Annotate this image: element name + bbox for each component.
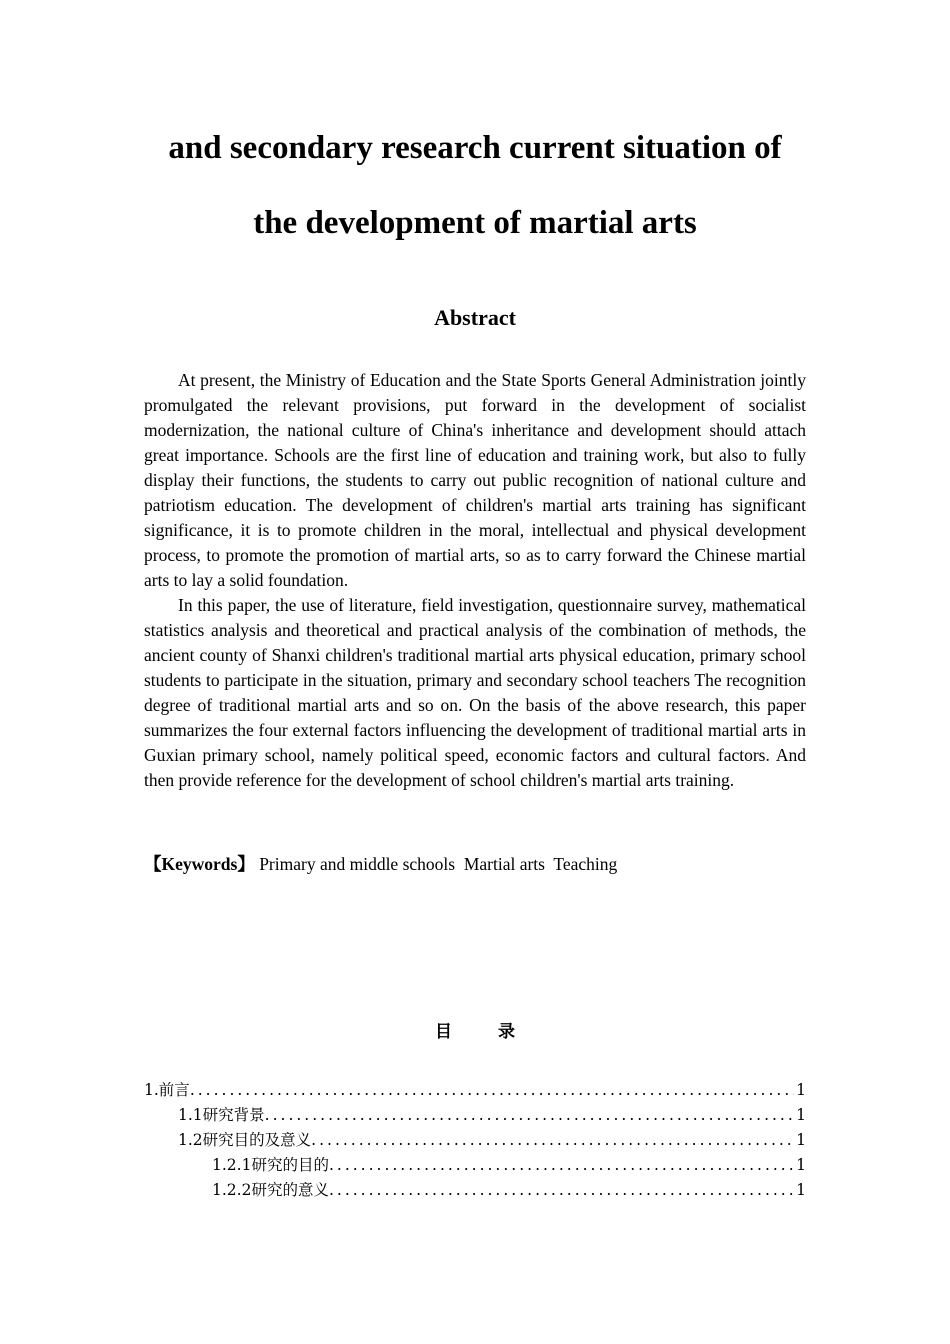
title-line-1: and secondary research current situation of xyxy=(168,130,782,166)
toc-entry-page: 1 xyxy=(796,1156,806,1174)
toc-entry[interactable] xyxy=(144,1103,806,1128)
toc-entry[interactable] xyxy=(144,1128,806,1153)
toc-entry-label: 研究背景 xyxy=(202,1106,265,1124)
keywords-line xyxy=(144,852,806,877)
toc-entry-number: 1.2 xyxy=(178,1131,203,1149)
toc-dot-leader xyxy=(190,1078,794,1103)
abstract-paragraph-2: In this paper, the use of literature, field investigation, questionnaire survey, mathematical statistics analysis and theoretical and practical analysis of the combination of methods, the ancient county of Shanxi children's traditional martial arts physical education, primary school students to participate in the situation, primary and secondary school teachers The recognition degree of traditional martial arts and so on. On the basis of the above research, this paper summarizes the four external factors influencing the development of traditional martial arts in Guxian primary school, namely political speed, economic factors and cultural factors. And then provide reference for the development of school children's martial arts training. xyxy=(144,595,806,790)
toc-dot-leader xyxy=(265,1103,794,1128)
toc-entry[interactable] xyxy=(144,1153,806,1178)
toc-entry-number: 1.1 xyxy=(178,1106,203,1124)
toc-entry-label: 前言 xyxy=(158,1081,190,1099)
toc-entry-page: 1 xyxy=(796,1081,806,1099)
toc-entry-label: 研究的目的 xyxy=(251,1156,329,1174)
abstract-heading: Abstract xyxy=(434,305,516,330)
toc-entry[interactable] xyxy=(144,1178,806,1203)
toc-dot-leader xyxy=(311,1128,794,1153)
toc-heading: 目 录 xyxy=(435,1022,535,1042)
abstract-body xyxy=(144,368,806,793)
toc-entry-label: 研究的意义 xyxy=(251,1181,329,1199)
toc-entry-page: 1 xyxy=(796,1181,806,1199)
abstract-paragraph-1: At present, the Ministry of Education and the State Sports General Administration jointly promulgated the relevant provisions, put forward in the development of socialist modernization, the national culture of China's inheritance and development should attach great importance. Schools are the first line of education and training work, but also to fully display their functions, the students to carry out public recognition of national culture and patriotism education. The development of children's martial arts training has significant significance, it is to promote children in the moral, intellectual and physical development process, to promote the promotion of martial arts, so as to carry forward the Chinese martial arts to lay a solid foundation. xyxy=(144,370,806,590)
toc-entry-page: 1 xyxy=(796,1106,806,1124)
title-line-2: the development of martial arts xyxy=(253,205,697,241)
toc-entry-number: 1.2.2 xyxy=(212,1181,252,1199)
keywords-label: 【Keywords】 xyxy=(144,854,255,874)
table-of-contents xyxy=(144,1078,806,1203)
toc-dot-leader xyxy=(329,1153,794,1178)
keywords-text: Primary and middle schools Martial arts Teaching xyxy=(254,854,618,874)
toc-entry[interactable] xyxy=(144,1078,806,1103)
toc-entry-number: 1. xyxy=(144,1081,159,1099)
toc-entry-page: 1 xyxy=(796,1131,806,1149)
toc-entry-number: 1.2.1 xyxy=(212,1156,252,1174)
toc-entry-label: 研究目的及意义 xyxy=(202,1131,312,1149)
toc-dot-leader xyxy=(329,1178,794,1203)
